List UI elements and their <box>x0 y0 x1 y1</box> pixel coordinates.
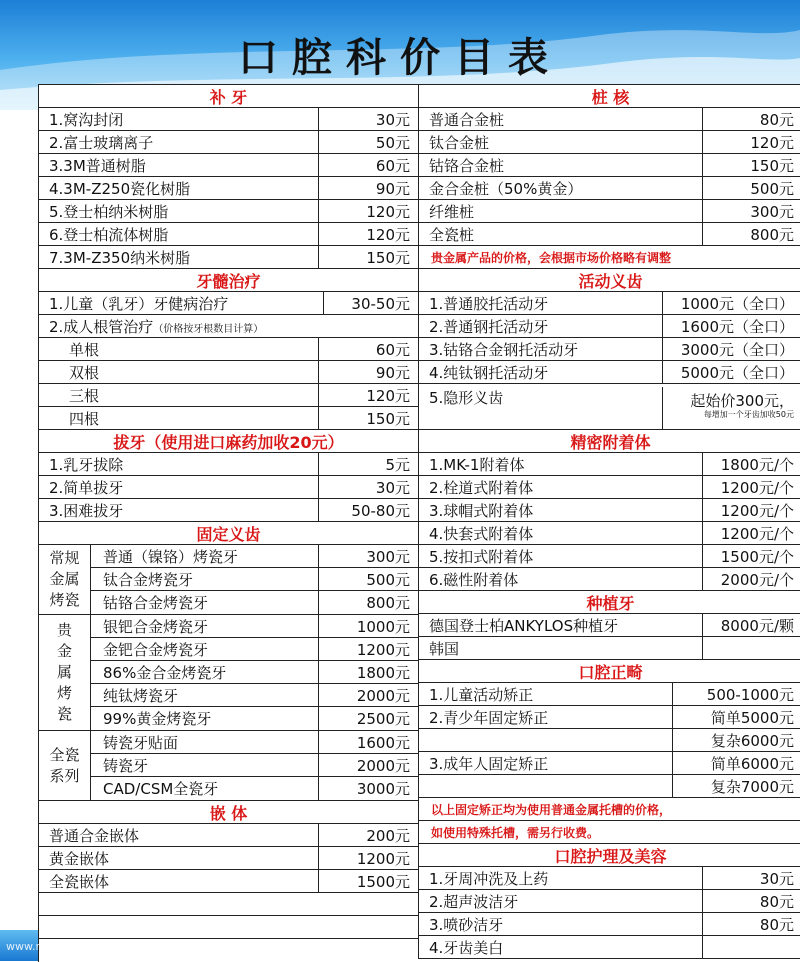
price-row: 4.牙齿美白 <box>419 936 800 959</box>
price-row: 银钯合金烤瓷牙 1000元 <box>91 615 418 638</box>
price-row: 1.牙周冲洗及上药 30元 <box>419 867 800 890</box>
price-row: 4.快套式附着体 1200元/个 <box>419 522 800 545</box>
group-label: 常规 金属 烤瓷 <box>39 545 91 614</box>
price-row: 德国登士柏ANKYLOS种植牙 8000元/颗 <box>419 614 800 637</box>
price-row: 1.儿童（乳牙）牙健病治疗 30-50元 <box>39 292 418 315</box>
section-header-care: 口腔护理及美容 <box>419 844 800 867</box>
price-row: 钛合金烤瓷牙 500元 <box>91 568 418 591</box>
section-header-attachment: 精密附着体 <box>419 430 800 453</box>
post-price-note: 贵金属产品的价格，会根据市场价格略有调整 <box>419 246 800 269</box>
price-row: 86%金合金烤瓷牙 1800元 <box>91 661 418 684</box>
price-row: 1.MK-1附着体 1800元/个 <box>419 453 800 476</box>
price-row: 全瓷桩 800元 <box>419 223 800 246</box>
page-title: 口腔科价目表 <box>238 34 562 81</box>
price-table <box>38 84 800 962</box>
price-row: 7.3M-Z350纳米树脂 150元 <box>39 246 418 269</box>
price-row: 金合金桩（50%黄金） 500元 <box>419 177 800 200</box>
section-header-extraction: 拔牙（使用进口麻药加收20元） <box>39 430 418 453</box>
price-row: 2.成人根管治疗（价格按牙根数目计算） <box>39 315 418 338</box>
price-row: 复杂7000元 <box>419 775 800 798</box>
price-row: 6.磁性附着体 2000元/个 <box>419 568 800 591</box>
price-row: 金钯合金烤瓷牙 1200元 <box>91 638 418 661</box>
price-row: 全瓷嵌体 1500元 <box>39 870 418 893</box>
price-row: 2.青少年固定矫正 简单5000元 <box>419 706 800 729</box>
right-column <box>418 85 800 959</box>
empty-row <box>39 916 418 939</box>
fixed-group-regular <box>39 545 418 615</box>
price-row: 单根 60元 <box>39 338 418 361</box>
price-row: 2.简单拔牙 30元 <box>39 476 418 499</box>
section-header-implant: 种植牙 <box>419 591 800 614</box>
price-row: CAD/CSM全瓷牙 3000元 <box>91 777 418 800</box>
price-row: 三根 120元 <box>39 384 418 407</box>
price-row: 钴铬合金桩 150元 <box>419 154 800 177</box>
group-label: 全瓷 系列 <box>39 731 91 800</box>
price-row: 2.富士玻璃离子 50元 <box>39 131 418 154</box>
section-header-filling: 补 牙 <box>39 85 418 108</box>
fixed-group-precious <box>39 615 418 731</box>
price-row: 2.超声波洁牙 80元 <box>419 890 800 913</box>
price-row: 双根 90元 <box>39 361 418 384</box>
price-row: 3.困难拔牙 50-80元 <box>39 499 418 522</box>
empty-row <box>39 893 418 916</box>
price-row: 钴铬合金烤瓷牙 800元 <box>91 591 418 614</box>
price-row: 3.球帽式附着体 1200元/个 <box>419 499 800 522</box>
price-row: 复杂6000元 <box>419 729 800 752</box>
price-row: 3.喷砂洁牙 80元 <box>419 913 800 936</box>
price-row: 铸瓷牙 2000元 <box>91 754 418 777</box>
left-column <box>39 85 418 939</box>
price-row: 3.成年人固定矫正 简单6000元 <box>419 752 800 775</box>
price-row: 普通合金桩 80元 <box>419 108 800 131</box>
group-label: 贵 金 属 烤 瓷 <box>39 615 91 730</box>
price-row: 5.按扣式附着体 1500元/个 <box>419 545 800 568</box>
price-row: 2.栓道式附着体 1200元/个 <box>419 476 800 499</box>
ortho-note-1: 以上固定矫正均为使用普通金属托槽的价格， <box>419 798 800 821</box>
watermark: www.nipic.com 昵图网 编号：16651219 <box>6 940 218 953</box>
section-header-ortho: 口腔正畸 <box>419 660 800 683</box>
price-row: 4.纯钛钢托活动牙 5000元（全口） <box>419 361 800 384</box>
price-row: 1.窝沟封闭 30元 <box>39 108 418 131</box>
section-header-fixed: 固定义齿 <box>39 522 418 545</box>
price-row: 3.3M普通树脂 60元 <box>39 154 418 177</box>
section-header-removable: 活动义齿 <box>419 269 800 292</box>
section-header-inlay: 嵌 体 <box>39 801 418 824</box>
price-row: 普通（镍铬）烤瓷牙 300元 <box>91 545 418 568</box>
price-row: 普通合金嵌体 200元 <box>39 824 418 847</box>
price-row: 99%黄金烤瓷牙 2500元 <box>91 707 418 730</box>
section-header-post: 桩 核 <box>419 85 800 108</box>
price-row: 韩国 <box>419 637 800 660</box>
price-row: 1.乳牙拔除 5元 <box>39 453 418 476</box>
price-row: 6.登士柏流体树脂 120元 <box>39 223 418 246</box>
price-row: 纤维桩 300元 <box>419 200 800 223</box>
price-row: 2.普通钢托活动牙 1600元（全口） <box>419 315 800 338</box>
price-row: 5.登士柏纳米树脂 120元 <box>39 200 418 223</box>
section-header-endo: 牙髓治疗 <box>39 269 418 292</box>
price-row: 钛合金桩 120元 <box>419 131 800 154</box>
price-row: 四根 150元 <box>39 407 418 430</box>
price-row: 4.3M-Z250瓷化树脂 90元 <box>39 177 418 200</box>
price-row: 5.隐形义齿 起始价300元， 每增加一个牙齿加收50元 <box>419 384 800 430</box>
price-row: 1.儿童活动矫正 500-1000元 <box>419 683 800 706</box>
ortho-note-2: 如使用特殊托槽，需另行收费。 <box>419 821 800 844</box>
price-row: 黄金嵌体 1200元 <box>39 847 418 870</box>
fixed-group-ceramic <box>39 731 418 801</box>
price-row: 纯钛烤瓷牙 2000元 <box>91 684 418 707</box>
price-row: 铸瓷牙贴面 1600元 <box>91 731 418 754</box>
price-row: 1.普通胶托活动牙 1000元（全口） <box>419 292 800 315</box>
price-row: 3.钴铬合金钢托活动牙 3000元（全口） <box>419 338 800 361</box>
